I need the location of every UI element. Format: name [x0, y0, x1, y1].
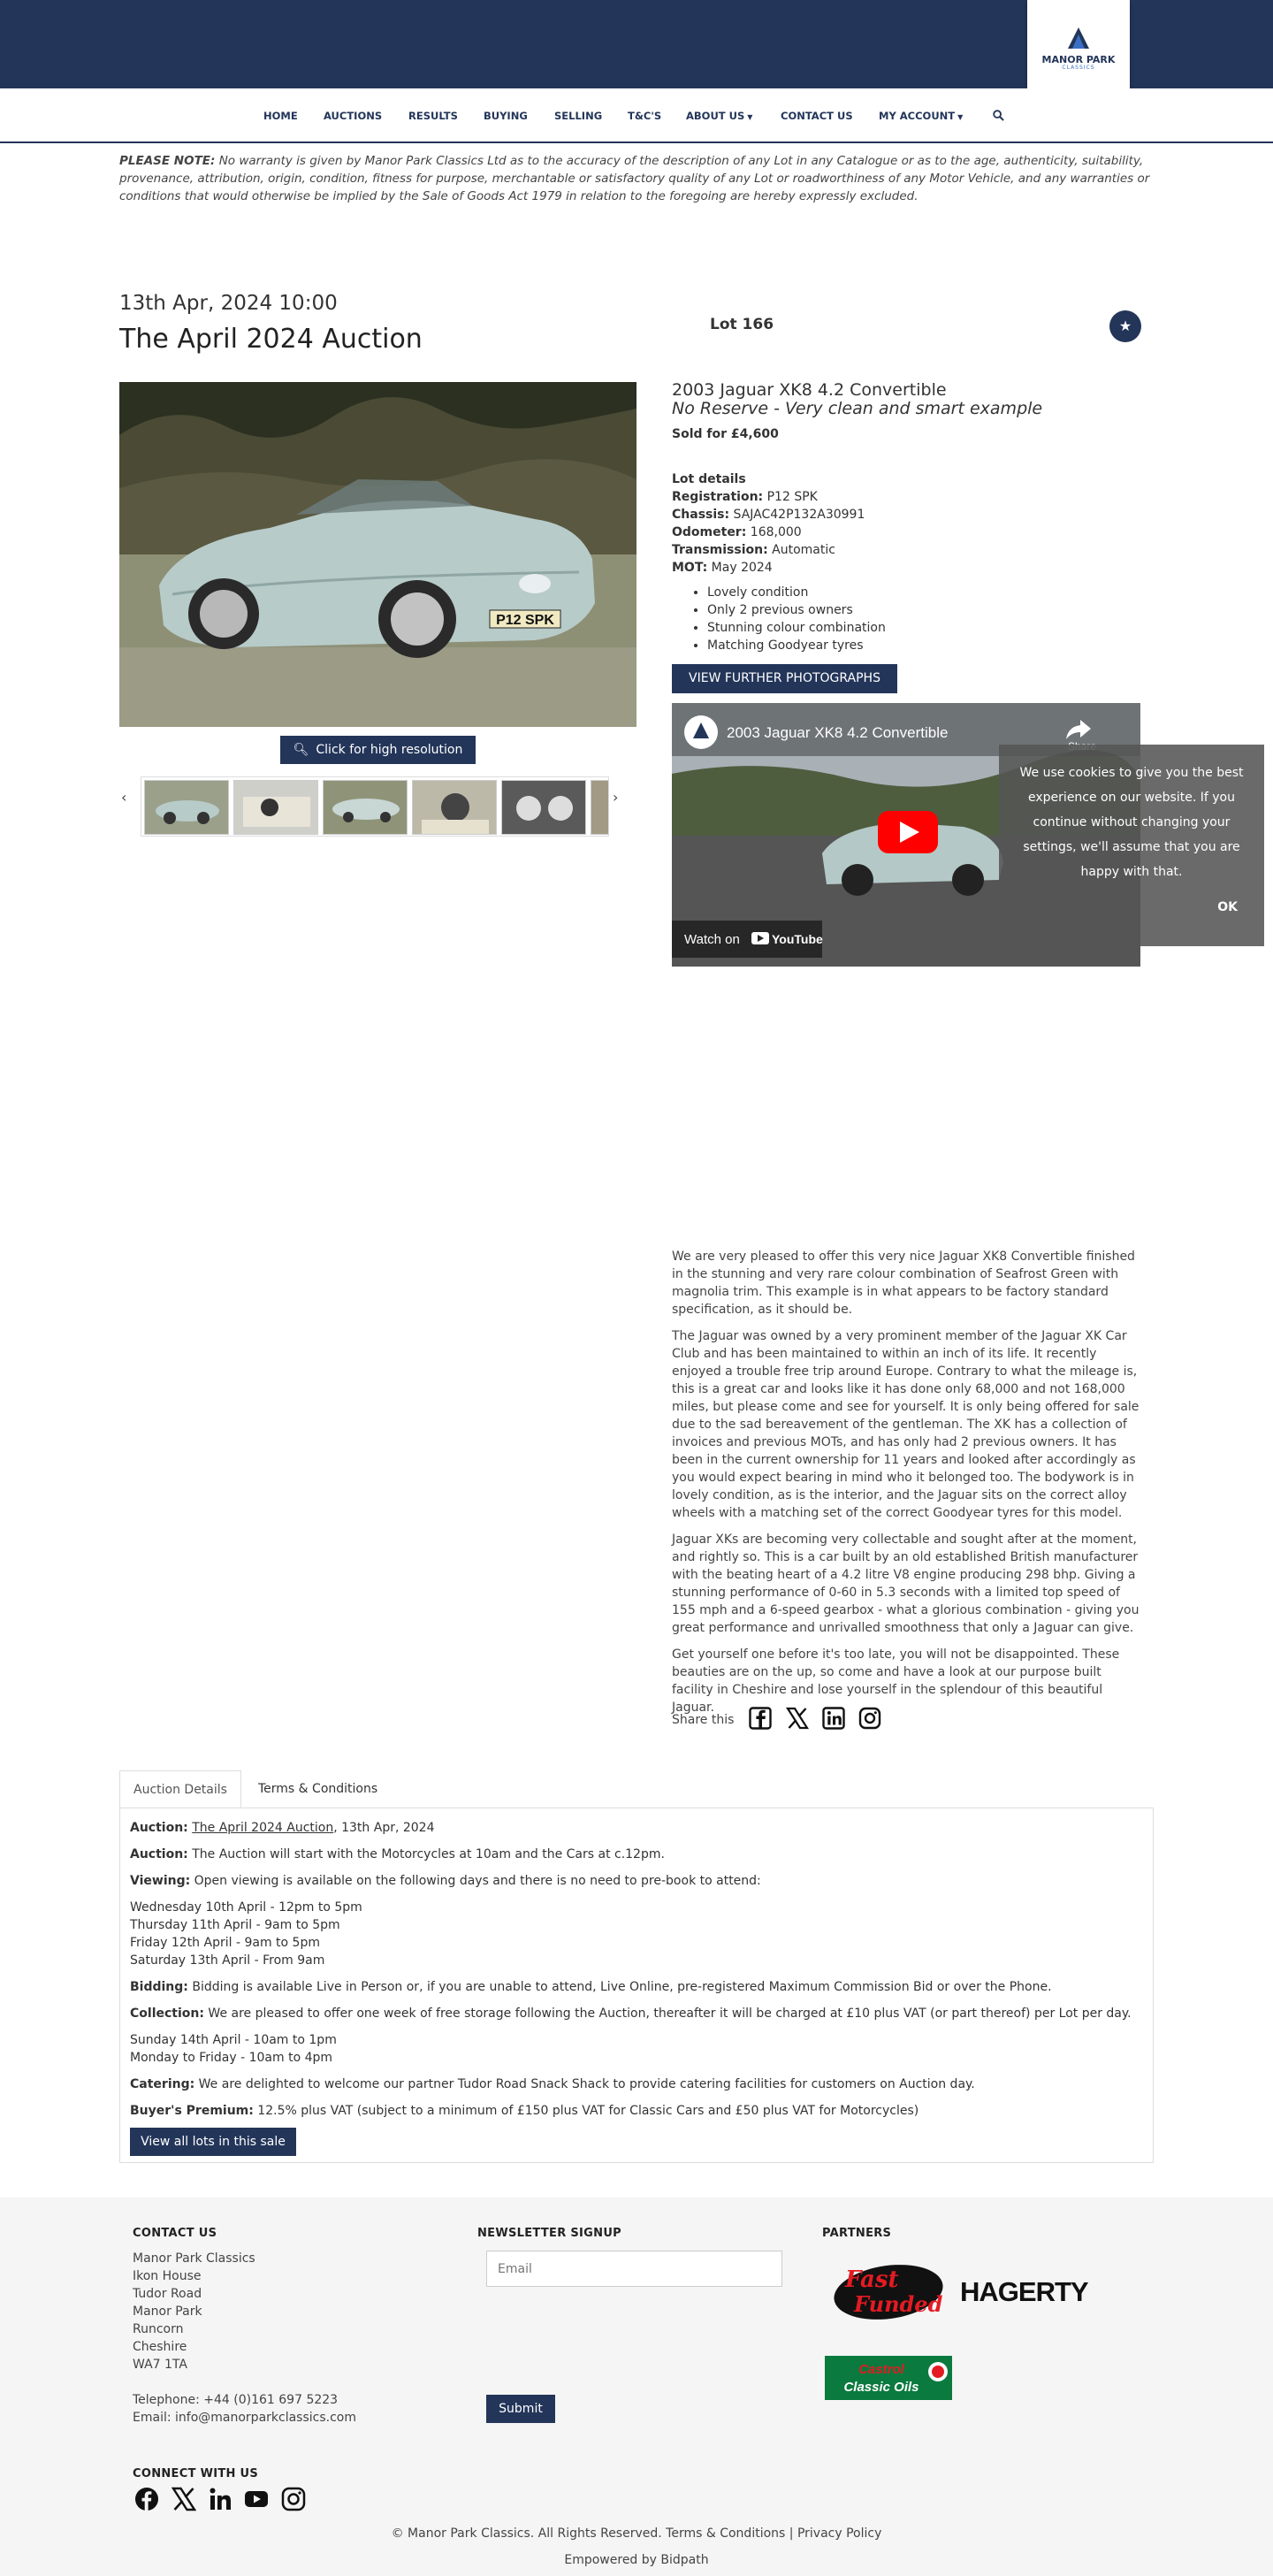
linkedin-icon[interactable]: [822, 1707, 845, 1730]
viewing-day: Friday 12th April - 9am to 5pm: [130, 1936, 320, 1950]
instagram-icon[interactable]: [281, 2487, 306, 2511]
buyers-premium-text: 12.5% plus VAT (subject to a minimum of £150 plus VAT for Classic Cars and £50 plus VAT for Motorcycles): [253, 2104, 919, 2118]
bidding-label: Bidding:: [130, 1980, 188, 1994]
logo-triangle-icon: [1067, 27, 1090, 50]
address-line: Ikon House: [133, 2269, 202, 2283]
number-plate-text: P12 SPK: [496, 613, 554, 628]
auction-start-line: [130, 1846, 665, 1863]
logo-subtitle: CLASSICS: [1062, 65, 1095, 71]
viewing-day: Wednesday 10th April - 12pm to 5pm: [130, 1900, 362, 1915]
youtube-logo-text: YouTube: [772, 932, 823, 946]
watch-on-label: Watch on: [684, 932, 740, 947]
main-lot-photo[interactable]: [119, 382, 636, 727]
viewing-day: Thursday 11th April - 9am to 5pm: [130, 1918, 340, 1932]
mot-label: MOT:: [672, 561, 708, 575]
address-line: Cheshire: [133, 2340, 187, 2354]
description-paragraph: Jaguar XKs are becoming very collectable and sought after at the moment, and rightly so. This is a car built by an old established British manufacturer with the beating heart of a 4.2 litre V8 engine producing 298 bhp. Giving a stunning performance of 0-60 in 5.3 seconds with a limited top speed of 155 mph and a 6-speed gearbox - what a glorious combination - giving you great performance and unrivalled smoothness that only a Jaguar can give.: [672, 1533, 1140, 1635]
list-item: • Matching Goodyear tyres: [707, 637, 886, 654]
nav-selling[interactable]: SELLING: [554, 110, 603, 122]
tab-terms-conditions[interactable]: Terms & Conditions: [258, 1782, 378, 1796]
footer-newsletter-heading: NEWSLETTER SIGNUP: [477, 2227, 622, 2240]
lot-details: [672, 470, 865, 577]
collection-day: Sunday 14th April - 10am to 1pm: [130, 2033, 337, 2047]
logo-name: MANOR PARK: [1041, 54, 1116, 65]
list-item: • Lovely condition: [707, 584, 886, 601]
viewing-text: Open viewing is available on the following days and there is no need to pre-book to attend:: [190, 1874, 761, 1888]
view-further-photographs-button[interactable]: VIEW FURTHER PHOTOGRAPHS: [672, 664, 897, 693]
fast-funded-partner-logo[interactable]: [829, 2257, 948, 2326]
nav-about-label: ABOUT US: [686, 110, 745, 122]
nav-results[interactable]: RESULTS: [408, 110, 458, 122]
svg-text:Castrol: Castrol: [858, 2362, 904, 2377]
bidding-line: [130, 1978, 1052, 1996]
catering-text: We are delighted to welcome our partner Tudor Road Snack Shack to provide catering facilities for customers on Auction day.: [194, 2077, 975, 2091]
address-line: Tudor Road: [133, 2287, 202, 2301]
auction-title: The April 2024 Auction: [119, 324, 423, 355]
cookie-text: We use cookies to give you the best experience on our website. If you continue without changing your settings, we'll assume that you are happy with that.: [1019, 766, 1244, 879]
nav-buying[interactable]: BUYING: [484, 110, 528, 122]
instagram-icon[interactable]: [858, 1707, 881, 1730]
high-resolution-button[interactable]: [280, 736, 476, 764]
car-photo-image: [119, 382, 636, 727]
catering-line: [130, 2075, 975, 2093]
thumbnail-6[interactable]: [591, 780, 609, 835]
auction-details-panel: [119, 1808, 1154, 2163]
disclaimer-text: No warranty is given by Manor Park Classics Ltd as to the accuracy of the description of any Lot in any Catalogue or as to the age, authenticity, suitability, provenance, attribution, origin, condition, fitness for purpose, merchantable or satisfactory quality of any Lot or roadworthiness of any Motor Vehicle, and any warranties or conditions that would otherwise be implied by the Sale of Goods Act 1979 in relation to the foregoing are hereby expressly excluded.: [119, 154, 1150, 203]
description-paragraph: Get yourself one before it's too late, you will not be disappointed. These beauties are on the up, so come and have a look at our purpose built facility in Cheshire and lose yourself in the splendour of this beautiful Jaguar.: [672, 1647, 1120, 1715]
nav-auctions[interactable]: AUCTIONS: [324, 110, 383, 122]
nav-my-account[interactable]: [879, 110, 963, 122]
thumbnail-1[interactable]: [144, 780, 229, 835]
site-logo[interactable]: [1027, 0, 1130, 88]
collection-label: Collection:: [130, 2007, 204, 2021]
lot-details-heading: Lot details: [672, 472, 746, 486]
registration-label: Registration:: [672, 490, 764, 504]
copyright-line: [0, 2526, 1273, 2541]
description-paragraph: The Jaguar was owned by a very prominent member of the Jaguar XK Car Club and has been maintained to within an inch of its life. It recently enjoyed a trouble free trip around Europe. Contrary to what the mileage is, this is a great car and looks like it has done only 68,000 and not 168,000 miles, but please come and see for yourself. It is only being offered for sale due to the sad bereavement of the gentleman. The XK has a collection of invoices and previous MOTs, and has only had 2 previous owners. It has been in the current ownership for 11 years and looked after accordingly as you would expect bearing in mind who it belonged too. The bodywork is in lovely condition, as is the interior, and the Jaguar sits on the correct alloy wheels with a matching set of the correct Goodyear tyres for this model.: [672, 1329, 1140, 1520]
cookie-notice: [999, 745, 1264, 946]
footer-contact-heading: CONTACT US: [133, 2227, 217, 2240]
address-line: Manor Park: [133, 2305, 202, 2319]
watchlist-star-button[interactable]: [1109, 310, 1141, 342]
svg-text:HAGERTY: HAGERTY: [960, 2276, 1088, 2306]
thumbnails-prev-arrow-icon[interactable]: ‹: [121, 789, 127, 806]
catering-label: Catering:: [130, 2077, 195, 2091]
magnifier-icon: 🔍︎: [293, 743, 309, 757]
facebook-icon[interactable]: [749, 1707, 772, 1730]
buyers-premium-label: Buyer's Premium:: [130, 2104, 254, 2118]
chassis-value: SAJAC42P132A30991: [733, 508, 865, 522]
linkedin-icon[interactable]: [208, 2487, 232, 2511]
auction-date: 13th Apr, 2024 10:00: [119, 292, 338, 315]
youtube-icon[interactable]: [244, 2487, 269, 2511]
collection-line: [130, 2005, 1132, 2022]
transmission-label: Transmission:: [672, 543, 768, 557]
description-paragraph: We are very pleased to offer this very nice Jaguar XK8 Convertible finished in the stunning and very rare colour combination of Seafrost Green with magnolia trim. This example is in what appears to be factory standard specification, as it should be.: [672, 1250, 1135, 1317]
transmission-value: Automatic: [772, 543, 835, 557]
cookie-ok-button[interactable]: OK: [1217, 900, 1238, 914]
nav-about-us[interactable]: [686, 110, 752, 122]
nav-contact-us[interactable]: CONTACT US: [781, 110, 853, 122]
svg-text:Fast: Fast: [845, 2266, 899, 2293]
auction-link[interactable]: The April 2024 Auction: [192, 1821, 334, 1835]
lot-number: Lot 166: [710, 316, 774, 333]
chassis-label: Chassis:: [672, 508, 730, 522]
viewing-line: [130, 1872, 761, 1890]
x-twitter-icon[interactable]: [786, 1707, 809, 1730]
auction-start-label: Auction:: [130, 1847, 188, 1861]
lot-subtitle: No Reserve - Very clean and smart example: [672, 399, 1043, 418]
buyers-premium-line: [130, 2102, 919, 2120]
odometer-value: 168,000: [750, 525, 802, 539]
viewing-label: Viewing:: [130, 1874, 191, 1888]
auction-info-date: , 13th Apr, 2024: [333, 1821, 435, 1835]
address-line: Manor Park Classics: [133, 2251, 255, 2266]
copyright-text: © Manor Park Classics. All Rights Reserved.: [391, 2526, 662, 2541]
lot-title: 2003 Jaguar XK8 4.2 Convertible: [672, 380, 947, 400]
share-label: Share this: [672, 1713, 735, 1727]
auction-info-line: [130, 1819, 435, 1837]
footer-privacy-link[interactable]: Privacy Policy: [797, 2526, 882, 2541]
star-icon: ★: [1118, 317, 1132, 334]
telephone[interactable]: Telephone: +44 (0)161 697 5223: [133, 2393, 339, 2407]
collection-day: Monday to Friday - 10am to 4pm: [130, 2051, 333, 2065]
nav-terms[interactable]: T&C'S: [628, 110, 662, 122]
lot-highlights-list: [707, 584, 886, 654]
viewing-day: Saturday 13th April - From 9am: [130, 1953, 325, 1968]
list-item: • Stunning colour combination: [707, 619, 886, 637]
bidding-text: Bidding is available Live in Person or, if you are unable to attend, Live Online, pre-registered Maximum Commission Bid or over the Phone.: [187, 1980, 1052, 1994]
thumbnail-strip: [141, 776, 609, 837]
email-address[interactable]: Email: info@manorparkclassics.com: [133, 2411, 356, 2425]
odometer-label: Odometer:: [672, 525, 747, 539]
thumbnail-3[interactable]: [323, 780, 408, 835]
auction-start-text: The Auction will start with the Motorcycles at 10am and the Cars at c.12pm.: [187, 1847, 665, 1861]
auction-tabs: [119, 1770, 1154, 1808]
thumbnail-2[interactable]: [233, 780, 318, 835]
facebook-icon[interactable]: [134, 2487, 159, 2511]
svg-text:Funded: Funded: [854, 2291, 943, 2317]
nav-home[interactable]: HOME: [263, 110, 298, 122]
auction-label: Auction:: [130, 1821, 188, 1835]
x-twitter-icon[interactable]: [172, 2487, 196, 2511]
high-resolution-label: Click for high resolution: [316, 743, 463, 757]
view-all-lots-button[interactable]: View all lots in this sale: [130, 2128, 296, 2156]
hagerty-partner-logo[interactable]: [960, 2276, 1089, 2306]
search-icon[interactable]: [993, 110, 1004, 121]
caret-down-icon: ▼: [957, 113, 964, 121]
tab-auction-details[interactable]: Auction Details: [119, 1770, 241, 1808]
disclaimer-notice: [119, 152, 1154, 205]
video-title: 2003 Jaguar XK8 4.2 Convertible: [727, 724, 949, 741]
disclaimer-label: PLEASE NOTE:: [119, 154, 216, 168]
nav-account-label: MY ACCOUNT: [879, 110, 956, 122]
list-item: • Only 2 previous owners: [707, 601, 886, 619]
footer-connect-heading: CONNECT WITH US: [133, 2467, 259, 2480]
newsletter-submit-button[interactable]: Submit: [486, 2395, 555, 2423]
thumbnails-next-arrow-icon[interactable]: ›: [613, 789, 619, 806]
address-line: WA7 1TA: [133, 2358, 187, 2372]
caret-down-icon: ▼: [747, 113, 753, 121]
registration-value: P12 SPK: [766, 490, 818, 504]
footer-partners-heading: PARTNERS: [822, 2227, 892, 2240]
mot-value: May 2024: [711, 561, 773, 575]
thumbnail-5[interactable]: [501, 780, 586, 835]
empowered-by-bidpath[interactable]: Empowered by Bidpath: [564, 2553, 709, 2567]
address-line: Runcorn: [133, 2322, 184, 2336]
main-navigation: [0, 88, 1273, 143]
footer-terms-link[interactable]: Terms & Conditions: [666, 2526, 786, 2541]
thumbnail-4[interactable]: [412, 780, 497, 835]
footer-separator: |: [789, 2526, 794, 2541]
sold-price: Sold for £4,600: [672, 427, 779, 441]
svg-text:Classic Oils: Classic Oils: [843, 2380, 919, 2395]
castrol-classic-oils-partner-logo[interactable]: [825, 2356, 952, 2400]
collection-text: We are pleased to offer one week of free storage following the Auction, thereafter it will be charged at £10 plus VAT (or part thereof) per Lot per day.: [203, 2007, 1132, 2021]
newsletter-email-input[interactable]: [486, 2251, 782, 2287]
footer-contact-details: [133, 2250, 356, 2427]
